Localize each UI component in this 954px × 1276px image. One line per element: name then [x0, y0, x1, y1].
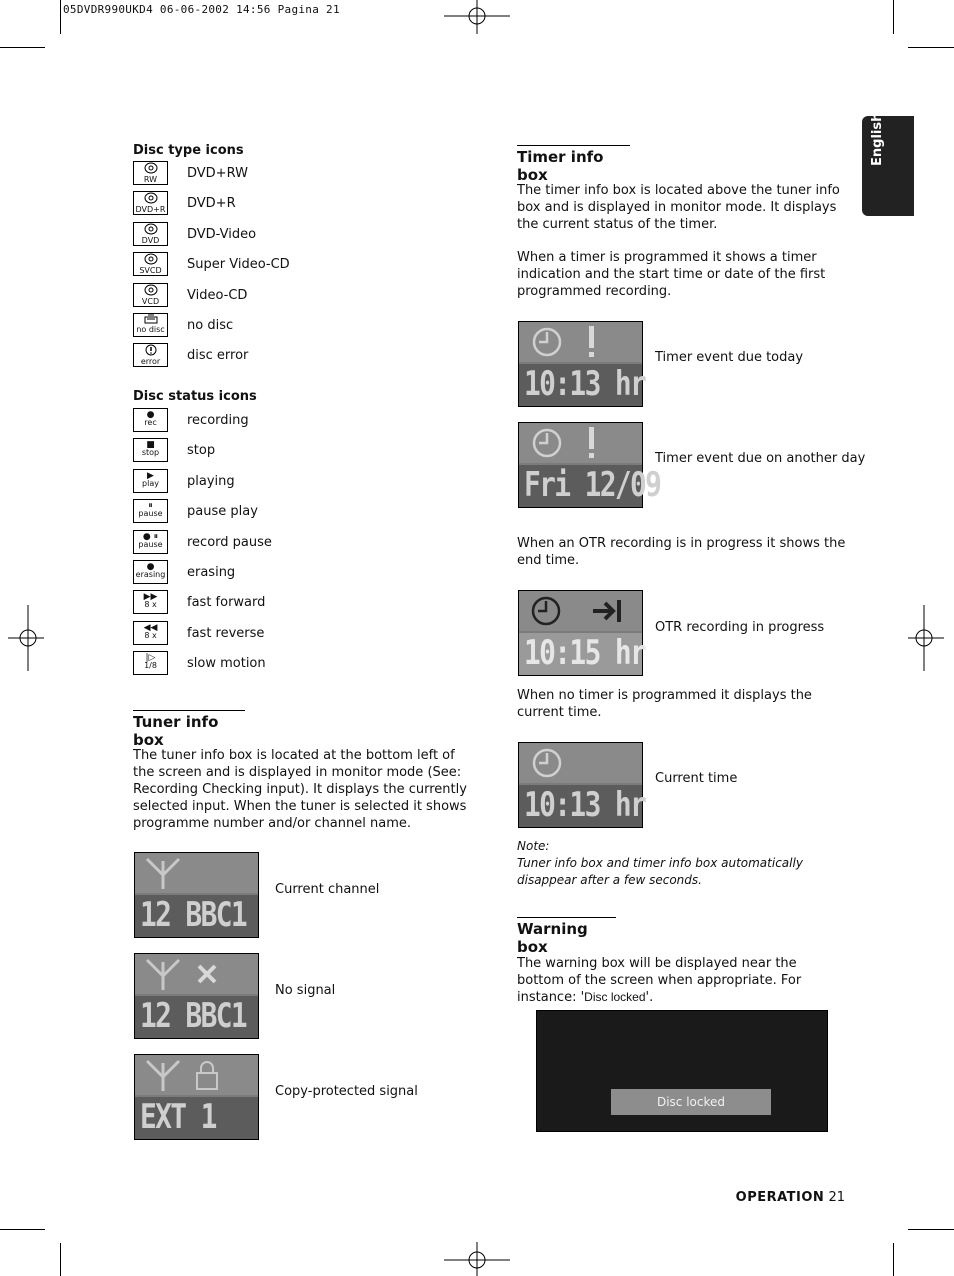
icon-caption: RW — [143, 175, 158, 184]
status-glyph: ▶ — [147, 470, 154, 481]
clock-exclamation-icon — [519, 322, 642, 366]
disc-status-icon — [133, 438, 168, 462]
warning-box-screen — [536, 1010, 828, 1132]
timer-caption: Timer event due today — [655, 350, 804, 365]
disc-status-label: pause play — [187, 504, 258, 520]
timer-display: 10:15 hr — [524, 633, 646, 673]
tuner-box-no-signal — [134, 953, 259, 1039]
icon-caption: 8 x — [144, 600, 157, 610]
icon-caption: pause — [138, 539, 163, 549]
status-glyph: |▷ — [145, 653, 156, 664]
disc-type-label: Super Video-CD — [187, 257, 290, 273]
crop-mark — [60, 0, 61, 34]
icon-caption: erasing — [135, 570, 166, 579]
disc-status-label: stop — [187, 443, 216, 459]
disc-status-icon — [133, 621, 168, 645]
warning-message: Disc locked — [611, 1089, 771, 1115]
icon-caption: rec — [144, 418, 157, 427]
timer-paragraph-2: When a timer is programmed it shows a timer indication and the start time or date of the first programmed recording. — [517, 250, 826, 299]
disc-status-label: slow motion — [187, 656, 266, 672]
timer-section-title: Timer info box — [517, 145, 630, 184]
status-glyph: ▶▶ — [143, 592, 158, 603]
tuner-display: 12 BBC1 — [140, 996, 247, 1036]
disc-type-heading: Disc type icons — [133, 143, 244, 158]
disc-status-icon — [133, 499, 168, 523]
crop-mark — [0, 47, 45, 48]
no-signal-icon — [135, 954, 258, 998]
status-glyph: ⏸ — [148, 501, 153, 512]
disc-type-icon — [133, 191, 168, 215]
warning-text: The warning box will be displayed near the bottom of the screen when appropriate. For instance: ' — [517, 956, 802, 1005]
note-label: Note: — [517, 839, 550, 853]
language-tab-label: English — [870, 112, 885, 166]
warning-example: Disc locked — [584, 990, 646, 1004]
crop-mark — [60, 1243, 61, 1276]
tuner-description: The tuner info box is located at the bottom left of the screen and is displayed in monitor mode (See: Recording Checking input). It displays the currently selected input. When the tuner is selected it shows programme number and/or channel name. — [133, 748, 467, 831]
crop-mark — [0, 1229, 45, 1230]
disc-status-label: erasing — [187, 565, 236, 580]
disc-type-label: DVD+RW — [187, 166, 248, 181]
timer-paragraph-3: When an OTR recording is in progress it shows the end time. — [517, 536, 846, 568]
status-glyph: ● — [146, 410, 155, 420]
print-slug: 05DVDR990UKD4 06-06-2002 14:56 Pagina 21 — [63, 3, 340, 16]
crop-mark — [893, 0, 894, 34]
disc-type-label: Video-CD — [187, 287, 248, 303]
disc-type-icon — [133, 222, 168, 246]
registration-mark — [8, 605, 44, 671]
timer-box-current-time — [518, 742, 646, 828]
disc-status-label: fast reverse — [187, 625, 265, 641]
disc-type-icon — [133, 343, 168, 367]
registration-mark — [444, 0, 510, 36]
clock-end-icon — [519, 591, 642, 635]
disc-status-icon — [133, 651, 168, 675]
disc-status-label: playing — [187, 473, 235, 489]
status-glyph: ● ⏸ — [142, 531, 159, 542]
disc-type-icon — [133, 313, 168, 337]
timer-box-otr — [518, 590, 646, 676]
clock-exclamation-icon — [519, 423, 642, 467]
icon-caption: no disc — [136, 325, 165, 334]
exclamation-icon — [143, 344, 159, 356]
disc-icon — [143, 162, 159, 174]
warning-description — [517, 955, 847, 1006]
clock-icon — [519, 743, 642, 787]
disc-status-icon — [133, 590, 168, 614]
timer-paragraph-1: The timer info box is located above the tuner info box and is displayed in monitor mode. It displays the current status of the timer. — [517, 183, 840, 232]
tuner-caption: No signal — [275, 983, 336, 998]
disc-type-label: disc error — [187, 348, 249, 364]
status-glyph: ■ — [146, 440, 155, 451]
warning-text-end: '. — [645, 990, 654, 1005]
disc-type-icon — [133, 161, 168, 185]
page-number: 21 — [828, 1190, 845, 1205]
tuner-box-current-channel — [134, 852, 259, 938]
disc-type-icon — [133, 283, 168, 307]
antenna-icon — [135, 853, 258, 897]
disc-icon — [143, 192, 159, 204]
timer-display: 10:13 hr — [524, 364, 646, 404]
timer-display: 10:13 hr — [524, 785, 646, 825]
disc-icon — [143, 223, 159, 235]
language-tab — [862, 112, 914, 216]
tuner-caption: Copy-protected signal — [275, 1084, 418, 1099]
registration-mark — [444, 1242, 510, 1276]
crop-mark — [893, 1243, 894, 1276]
timer-paragraph-4: When no timer is programmed it displays the current time. — [517, 688, 812, 720]
icon-caption: DVD+R — [135, 205, 166, 215]
page-footer — [736, 1190, 845, 1205]
status-glyph: ● — [146, 562, 155, 572]
lock-icon — [135, 1055, 258, 1099]
footer-section: OPERATION — [735, 1190, 825, 1205]
disc-type-label: DVD-Video — [187, 226, 257, 242]
timer-caption: OTR recording in progress — [655, 620, 825, 635]
timer-display: Fri 12/09 — [524, 465, 661, 505]
disc-status-icon — [133, 530, 168, 554]
disc-status-icon — [133, 560, 168, 584]
tray-icon — [143, 314, 159, 324]
status-glyph: ◀◀ — [143, 622, 158, 633]
disc-icon — [143, 253, 159, 265]
disc-type-icon — [133, 252, 168, 276]
disc-status-label: recording — [187, 413, 249, 428]
disc-status-label: fast forward — [187, 595, 266, 611]
timer-caption: Timer event due on another day — [655, 451, 866, 466]
icon-caption: stop — [141, 448, 160, 458]
timer-box-today — [518, 321, 646, 407]
crop-mark — [908, 1229, 954, 1230]
warning-section-title: Warning box — [517, 917, 616, 956]
disc-icon — [143, 284, 159, 296]
disc-status-icon — [133, 408, 168, 432]
tuner-display: 12 BBC1 — [140, 895, 247, 935]
icon-caption: SVCD — [139, 266, 162, 276]
icon-caption: 1/8 — [144, 661, 157, 671]
disc-status-icon — [133, 469, 168, 493]
icon-caption: play — [142, 478, 159, 488]
icon-caption: 8 x — [144, 630, 157, 640]
registration-mark — [908, 605, 944, 671]
tuner-section-title: Tuner info box — [133, 710, 245, 749]
note-text: Tuner info box and timer info box automatically disappear after a few seconds. — [517, 856, 803, 887]
icon-caption: VCD — [141, 296, 160, 306]
tuner-box-copy-protected — [134, 1054, 259, 1140]
disc-status-label: record pause — [187, 534, 272, 550]
icon-caption: error — [140, 357, 161, 367]
tuner-display: EXT 1 — [140, 1097, 216, 1137]
icon-caption: pause — [138, 509, 163, 519]
icon-caption: DVD — [141, 235, 160, 245]
disc-status-heading: Disc status icons — [133, 389, 257, 404]
disc-type-label: DVD+R — [187, 196, 236, 212]
timer-caption: Current time — [655, 771, 738, 786]
timer-box-another-day — [518, 422, 661, 508]
tuner-caption: Current channel — [275, 882, 380, 897]
crop-mark — [908, 47, 954, 48]
disc-type-label: no disc — [187, 318, 234, 333]
